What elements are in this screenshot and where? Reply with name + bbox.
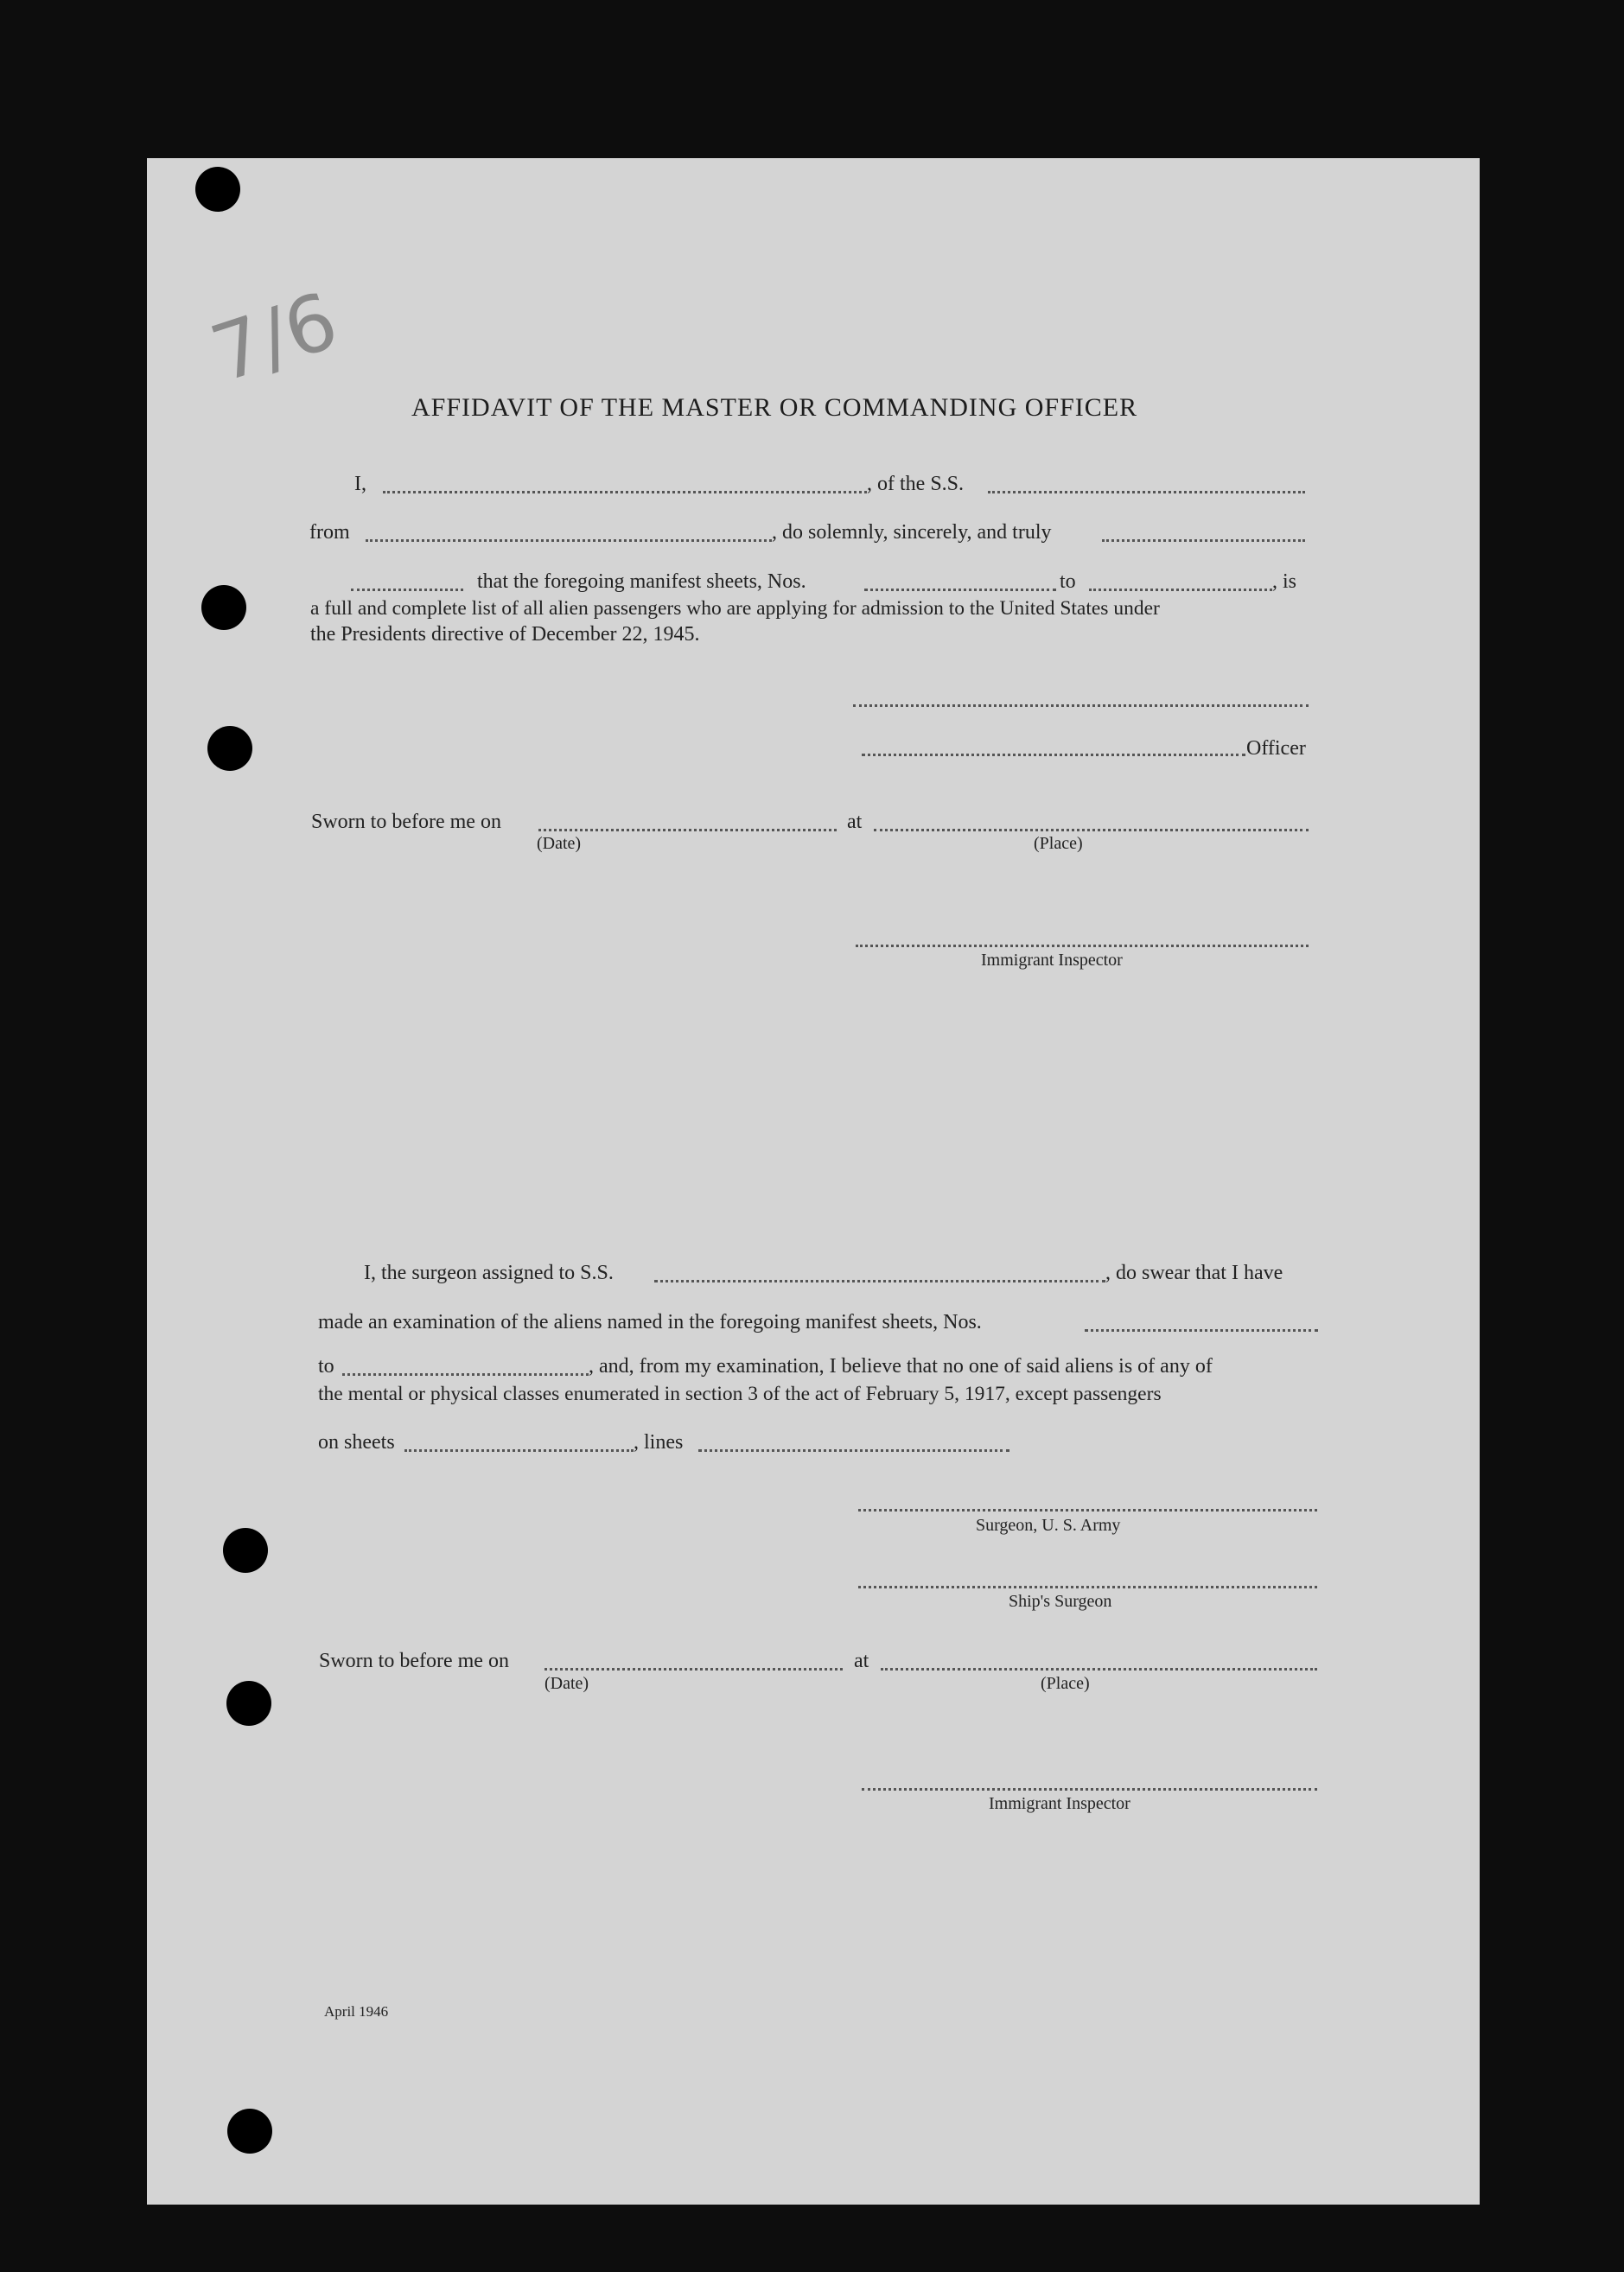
- surgeon-date-caption: (Date): [545, 1674, 589, 1693]
- surgeon-sheet-from-field[interactable]: [1085, 1329, 1318, 1332]
- master-sheet-to-field[interactable]: [1089, 589, 1272, 591]
- master-sworn-date-field[interactable]: [538, 829, 837, 831]
- master-statement-line: a full and complete list of all alien passengers who are applying for admission to the United States under: [310, 597, 1160, 620]
- surgeon-inspector-line[interactable]: [862, 1788, 1317, 1791]
- army-surgeon-signature-line[interactable]: [858, 1509, 1317, 1511]
- master-to-label: to: [1060, 570, 1076, 593]
- officer-signature-line[interactable]: [862, 754, 1245, 756]
- ship-surgeon-signature-line[interactable]: [858, 1586, 1317, 1588]
- master-sworn-label: Sworn to before me on: [311, 811, 501, 833]
- surgeon-ship-field[interactable]: [654, 1280, 1105, 1282]
- punch-hole: [201, 585, 246, 630]
- surgeon-sheets-label: on sheets: [318, 1431, 395, 1454]
- surgeon-line: the mental or physical classes enumerated in section 3 of the act of February 5, 1917, except passengers: [318, 1383, 1162, 1405]
- master-place-caption: (Place): [1034, 834, 1083, 853]
- master-signature-line[interactable]: [853, 704, 1309, 707]
- surgeon-sheet-to-field[interactable]: [342, 1373, 589, 1376]
- form-title: AFFIDAVIT OF THE MASTER OR COMMANDING OFFICER: [411, 393, 1138, 422]
- master-swear-field[interactable]: [1102, 539, 1305, 542]
- master-is-label: , is: [1272, 570, 1297, 593]
- surgeon-to-label: to: [318, 1355, 334, 1378]
- punch-hole: [195, 167, 240, 212]
- master-swear-text: , do solemnly, sincerely, and truly: [772, 521, 1052, 544]
- master-ship-field[interactable]: [988, 491, 1305, 493]
- master-from-field[interactable]: [366, 539, 772, 542]
- surgeon-line: made an examination of the aliens named in the foregoing manifest sheets, Nos.: [318, 1311, 982, 1333]
- surgeon-sheets-field[interactable]: [404, 1449, 634, 1452]
- master-oath-field[interactable]: [351, 589, 463, 591]
- punch-hole: [223, 1528, 268, 1573]
- master-statement-line: the Presidents directive of December 22, 1945.: [310, 623, 700, 646]
- master-name-field[interactable]: [383, 491, 867, 493]
- surgeon-sworn-label: Sworn to before me on: [319, 1650, 509, 1672]
- surgeon-lines-label: , lines: [634, 1431, 684, 1454]
- handwritten-mark: 7/6: [201, 275, 348, 401]
- surgeon-swear-text: , do swear that I have: [1105, 1262, 1283, 1284]
- surgeon-at-label: at: [854, 1650, 869, 1672]
- master-from-label: from: [309, 521, 350, 544]
- master-sworn-place-field[interactable]: [874, 829, 1309, 831]
- surgeon-line: , and, from my examination, I believe that no one of said aliens is of any of: [589, 1355, 1213, 1378]
- punch-hole: [207, 726, 252, 771]
- ship-surgeon-label: Ship's Surgeon: [1009, 1592, 1112, 1611]
- surgeon-line: I, the surgeon assigned to S.S.: [364, 1262, 614, 1284]
- master-inspector-line[interactable]: [856, 945, 1309, 947]
- punch-hole: [227, 2109, 272, 2154]
- master-ship-label: , of the S.S.: [867, 473, 965, 495]
- master-i-label: I,: [354, 473, 366, 495]
- surgeon-inspector-label: Immigrant Inspector: [989, 1794, 1130, 1813]
- master-date-caption: (Date): [537, 834, 582, 853]
- surgeon-place-caption: (Place): [1041, 1674, 1090, 1693]
- master-at-label: at: [847, 811, 863, 833]
- punch-hole: [226, 1681, 271, 1726]
- master-manifest-text: that the foregoing manifest sheets, Nos.: [477, 570, 806, 593]
- officer-label: Officer: [1246, 737, 1306, 760]
- form-date: April 1946: [324, 2003, 389, 2020]
- army-surgeon-label: Surgeon, U. S. Army: [976, 1516, 1121, 1535]
- surgeon-sworn-date-field[interactable]: [545, 1668, 843, 1671]
- master-sheet-from-field[interactable]: [864, 589, 1056, 591]
- master-inspector-label: Immigrant Inspector: [981, 951, 1123, 970]
- surgeon-sworn-place-field[interactable]: [881, 1668, 1317, 1671]
- surgeon-lines-field[interactable]: [698, 1449, 1009, 1452]
